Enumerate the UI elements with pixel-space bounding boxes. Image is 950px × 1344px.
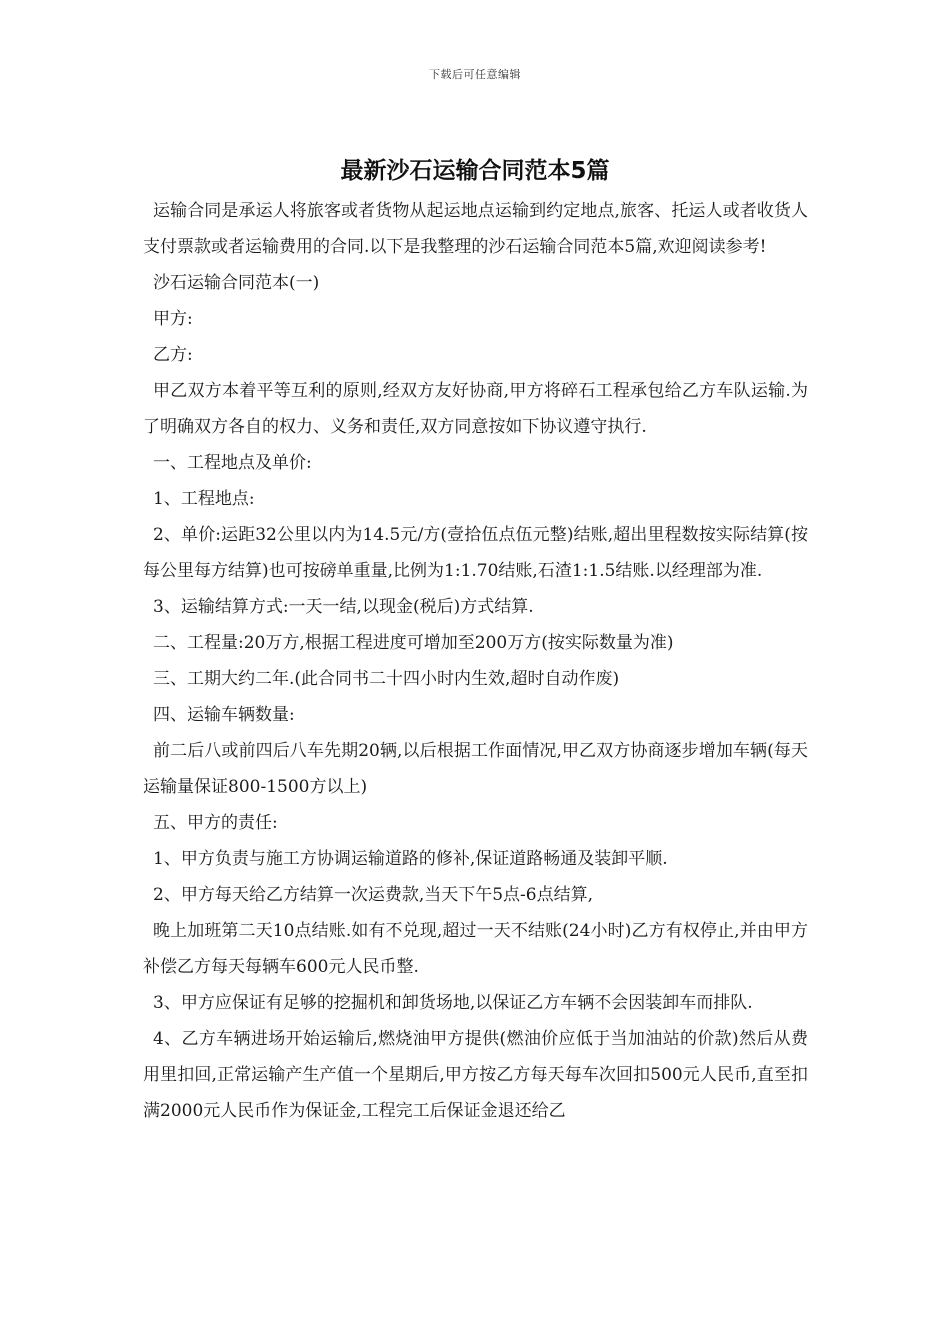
clause-location: 1、工程地点: <box>153 489 255 509</box>
header-note: 下载后可任意编辑 <box>429 68 521 81</box>
clause-vehicle-details: 前二后八或前四后八车先期20辆,以后根据工作面情况,甲乙双方协商逐步增加车辆(每天运输量保证800-1500方以上) <box>143 741 808 797</box>
duty-road-maintenance: 1、甲方负责与施工方协调运输道路的修补,保证道路畅通及装卸平顺. <box>153 849 668 869</box>
clause-settlement-method: 3、运输结算方式:一天一结,以现金(税后)方式结算. <box>153 597 534 617</box>
document-body <box>143 193 808 1129</box>
clause-heading-party-a-duties: 五、甲方的责任: <box>153 813 278 833</box>
duty-daily-settlement: 2、甲方每天给乙方结算一次运费款,当天下午5点-6点结算, <box>153 885 593 905</box>
party-a-line: 甲方: <box>153 309 193 329</box>
clause-quantity: 二、工程量:20万方,根据工程进度可增加至200万方(按实际数量为准) <box>153 633 674 653</box>
intro-paragraph: 运输合同是承运人将旅客或者货物从起运地点运输到约定地点,旅客、托运人或者收货人支付票款或者运输费用的合同.以下是我整理的沙石运输合同范本5篇,欢迎阅读参考! <box>143 201 808 257</box>
clause-duration: 三、工期大约二年.(此合同书二十四小时内生效,超时自动作废) <box>153 669 620 689</box>
preamble-paragraph: 甲乙双方本着平等互利的原则,经双方友好协商,甲方将碎石工程承包给乙方车队运输.为了明确双方各自的权力、义务和责任,双方同意按如下协议遵守执行. <box>143 381 808 437</box>
duty-excavators-site: 3、甲方应保证有足够的挖掘机和卸货场地,以保证乙方车辆不会因装卸车而排队. <box>153 993 753 1013</box>
clause-unit-price: 2、单价:运距32公里以内为14.5元/方(壹拾伍点伍元整)结账,超出里程数按实际结算(按每公里每方结算)也可按磅单重量,比例为1:1.70结账,石渣1:1.5结账.以经理部为准. <box>143 525 808 581</box>
document-title: 最新沙石运输合同范本5篇 <box>340 158 610 184</box>
clause-heading-location-price: 一、工程地点及单价: <box>153 453 312 473</box>
section-heading-sample-one: 沙石运输合同范本(一) <box>153 273 320 293</box>
duty-fuel-deposit: 4、乙方车辆进场开始运输后,燃烧油甲方提供(燃油价应低于当加油站的价款)然后从费用里扣回,正常运输产生产值一个星期后,甲方按乙方每天每车次回扣500元人民币,直至扣满2000元人民币作为保证金,工程完工后保证金退还给乙 <box>143 1029 808 1121</box>
duty-overtime-settlement: 晚上加班第二天10点结账.如有不兑现,超过一天不结账(24小时)乙方有权停止,并由甲方补偿乙方每天每辆车600元人民币整. <box>143 921 808 977</box>
clause-heading-vehicles: 四、运输车辆数量: <box>153 705 295 725</box>
party-b-line: 乙方: <box>153 345 193 365</box>
